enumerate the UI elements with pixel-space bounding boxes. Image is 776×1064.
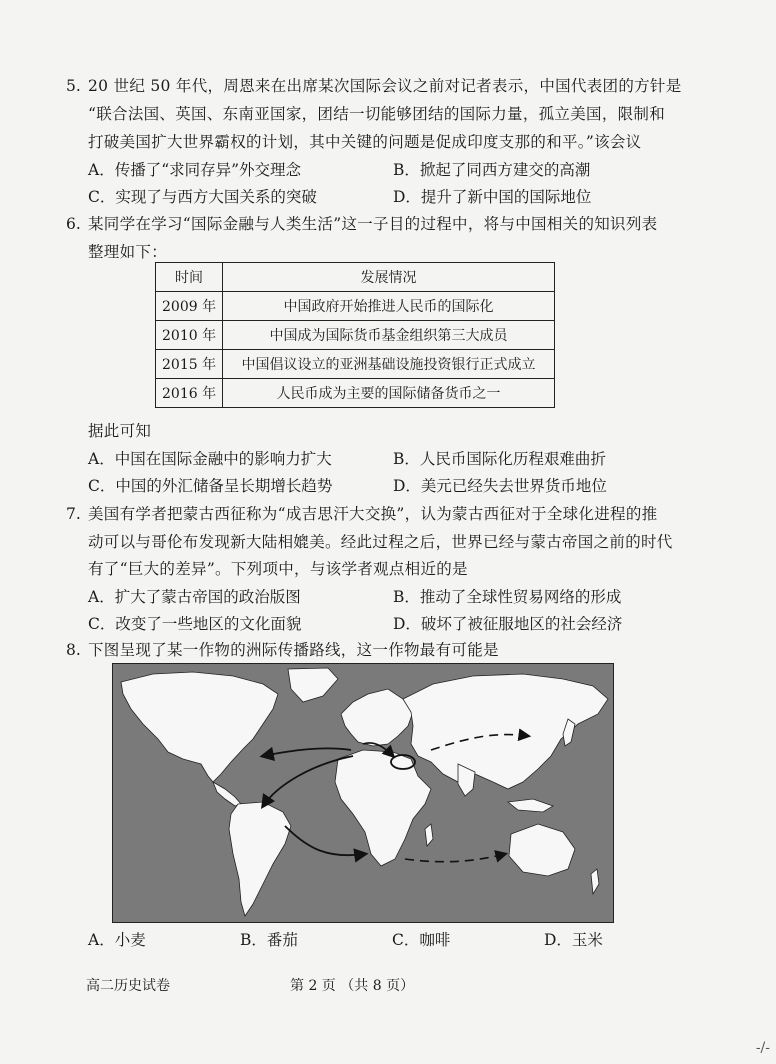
q6-option-d: D．美元已经失去世界货币地位 <box>393 477 607 495</box>
q6-line-1: 某同学在学习“国际金融与人类生活”这一子目的过程中，将与中国相关的知识列表 <box>88 215 658 233</box>
q5-option-a: A．传播了“求同存异”外交理念 <box>88 161 302 179</box>
q7-number: 7. <box>66 505 81 523</box>
table-cell-year: 2010 年 <box>156 321 223 350</box>
q5-line-2: “联合法国、英国、东南亚国家，团结一切能够团结的国际力量，孤立美国，限制和 <box>88 105 666 123</box>
q6-after-text: 据此可知 <box>88 422 152 440</box>
knowledge-table <box>155 262 555 408</box>
q8-option-d: D．玉米 <box>544 931 603 949</box>
q8-option-b: B．番茄 <box>240 931 298 949</box>
table-row <box>156 292 555 321</box>
q7-line-1: 美国有学者把蒙古西征称为“成吉思汗大交换”，认为蒙古西征对于全球化进程的推 <box>88 505 658 523</box>
q8-option-c: C．咖啡 <box>392 931 451 949</box>
table-header-time: 时间 <box>156 263 223 292</box>
table-cell-year: 2016 年 <box>156 379 223 408</box>
table-cell-event: 中国成为国际货币基金组织第三大成员 <box>223 321 555 350</box>
q6-option-b: B．人民币国际化历程艰难曲折 <box>393 450 606 468</box>
table-cell-year: 2009 年 <box>156 292 223 321</box>
q5-option-c: C．实现了与西方大国关系的突破 <box>88 188 317 206</box>
table-header-development: 发展情况 <box>223 263 555 292</box>
q7-option-d: D．破坏了被征服地区的社会经济 <box>393 615 623 633</box>
table-cell-event: 人民币成为主要的国际储备货币之一 <box>223 379 555 408</box>
q6-number: 6. <box>66 215 81 233</box>
q8-option-a: A．小麦 <box>88 931 146 949</box>
table-row <box>156 379 555 408</box>
q5-line-3: 打破美国扩大世界霸权的计划，其中关键的问题是促成印度支那的和平。”该会议 <box>88 133 642 151</box>
footer-exam-title: 高二历史试卷 <box>86 978 170 994</box>
q7-option-c: C．改变了一些地区的文化面貌 <box>88 615 302 633</box>
table-cell-year: 2015 年 <box>156 350 223 379</box>
q7-option-b: B．推动了全球性贸易网络的形成 <box>393 588 622 606</box>
table-cell-event: 中国政府开始推进人民币的国际化 <box>223 292 555 321</box>
q5-line-1: 20 世纪 50 年代，周恩来在出席某次国际会议之前对记者表示，中国代表团的方针是 <box>88 77 682 95</box>
q8-line-1: 下图呈现了某一作物的洲际传播路线，这一作物最有可能是 <box>88 641 499 659</box>
q5-number: 5. <box>66 77 81 95</box>
q5-option-d: D．提升了新中国的国际地位 <box>393 188 592 206</box>
corner-mark: -/- <box>755 1040 770 1056</box>
footer-page-number: 第 2 页 （共 8 页） <box>290 978 415 994</box>
table-header-row <box>156 263 555 292</box>
world-map <box>113 664 613 922</box>
q6-line-2: 整理如下： <box>88 243 168 261</box>
world-map-figure <box>112 663 614 923</box>
table-row <box>156 321 555 350</box>
table-row <box>156 350 555 379</box>
table-cell-event: 中国倡议设立的亚洲基础设施投资银行正式成立 <box>223 350 555 379</box>
q7-line-2: 动可以与哥伦布发现新大陆相媲美。经此过程之后，世界已经与蒙古帝国之前的时代 <box>88 533 673 551</box>
q8-number: 8. <box>66 641 81 659</box>
q7-line-3: 有了“巨大的差异”。下列项中，与该学者观点相近的是 <box>88 560 468 578</box>
q5-option-b: B．掀起了同西方建交的高潮 <box>393 161 591 179</box>
q7-option-a: A．扩大了蒙古帝国的政治版图 <box>88 588 301 606</box>
q6-option-a: A．中国在国际金融中的影响力扩大 <box>88 450 332 468</box>
q6-option-c: C．中国的外汇储备呈长期增长趋势 <box>88 477 333 495</box>
